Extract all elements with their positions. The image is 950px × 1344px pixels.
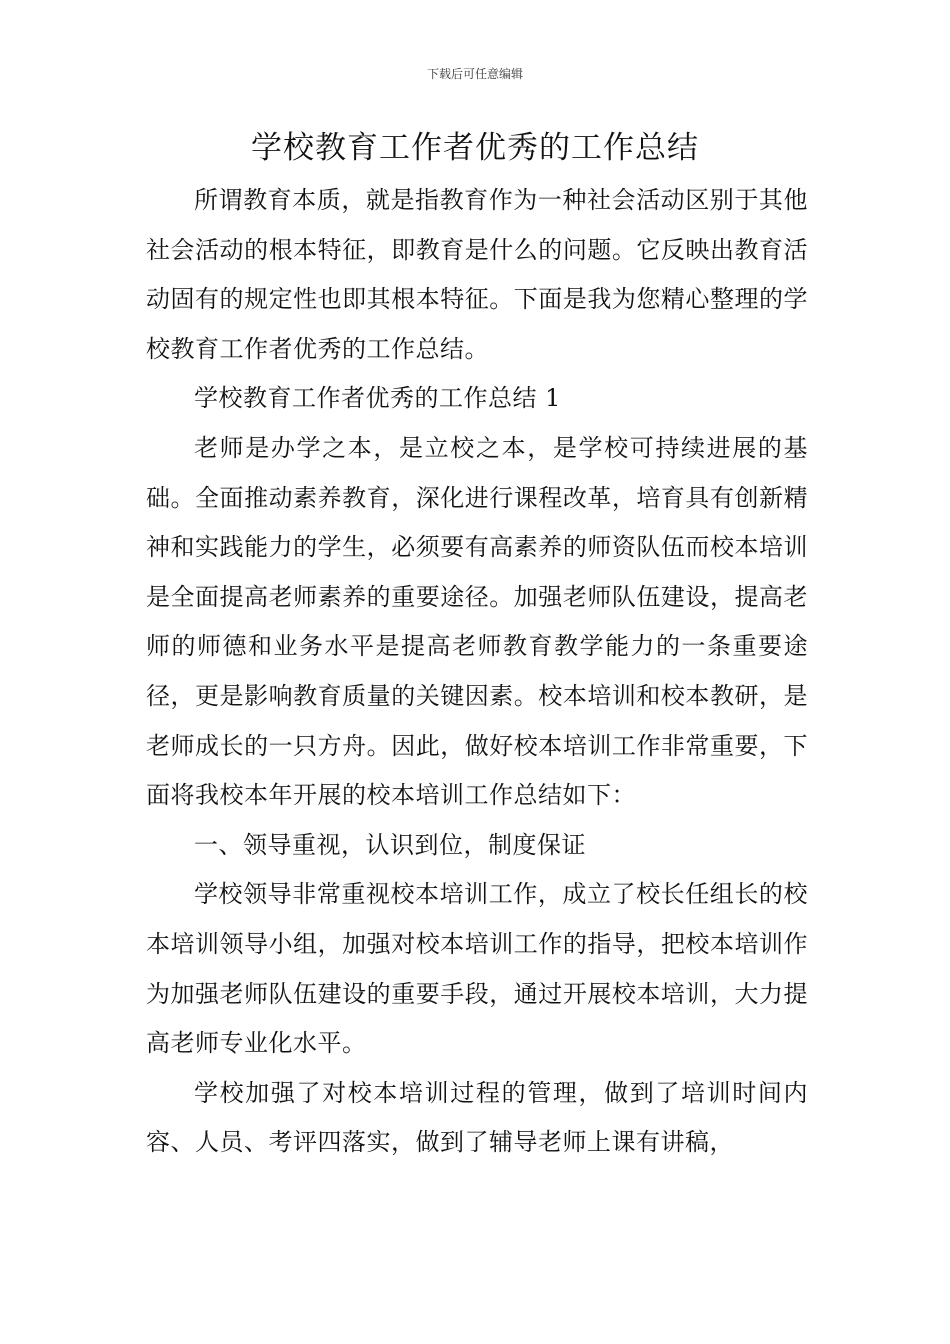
section-heading-1: 学校教育工作者优秀的工作总结 1 bbox=[194, 384, 561, 413]
header-note: 下载后可任意编辑 bbox=[426, 67, 523, 81]
paragraph-management: 学校加强了对校本培训过程的管理，做到了培训时间内容、人员、考评四落实，做到了辅导老师上课有讲稿， bbox=[146, 1078, 808, 1157]
paragraph-teachers: 老师是办学之本，是立校之本，是学校可持续进展的基础。全面推动素养教育，深化进行课程改革，培育具有创新精神和实践能力的学生，必须要有高素养的师资队伍而校本培训是全面提高老师素养的重要途径。加强老师队伍建设，提高老师的师德和业务水平是提高老师教育教学能力的一条重要途径，更是影响教育质量的关键因素。校本培训和校本教研，是老师成长的一只方舟。因此，做好校本培训工作非常重要，下面将我校本年开展的校本培训工作总结如下： bbox=[146, 433, 808, 810]
paragraph-intro: 所谓教育本质，就是指教育作为一种社会活动区别于其他社会活动的根本特征，即教育是什么的问题。它反映出教育活动固有的规定性也即其根本特征。下面是我为您精心整理的学校教育工作者优秀的工作总结。 bbox=[146, 186, 808, 363]
paragraph-leadership: 学校领导非常重视校本培训工作，成立了校长任组长的校本培训领导小组，加强对校本培训工作的指导，把校本培训作为加强老师队伍建设的重要手段，通过开展校本培训，大力提高老师专业化水平。 bbox=[146, 880, 808, 1058]
subsection-heading-1: 一、领导重视，认识到位，制度保证 bbox=[194, 830, 586, 859]
document-title: 学校教育工作者优秀的工作总结 bbox=[251, 130, 699, 166]
document-body bbox=[146, 176, 808, 1168]
